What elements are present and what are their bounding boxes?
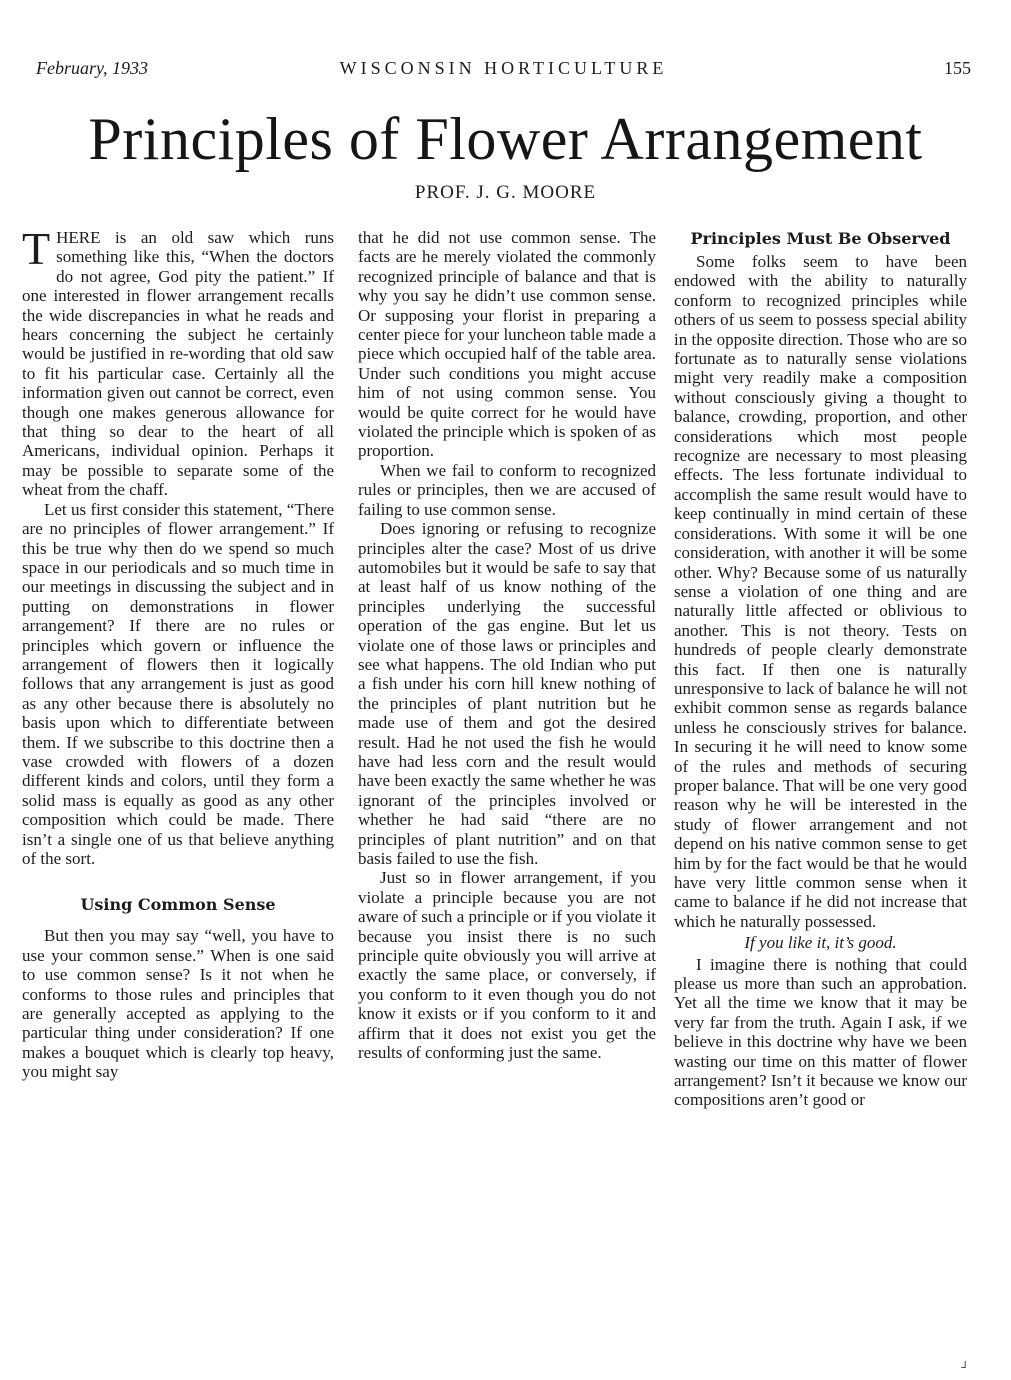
journal-title: WISCONSIN HORTICULTURE	[339, 58, 668, 78]
running-head	[36, 58, 971, 82]
body-paragraph: Does ignoring or refusing to recognize principles alter the case? Most of us drive automobiles but it would be safe to say that at least half of us know nothing of the principles underlying the successful operation of the gas engine. But let us violate one of those laws or principles and see what happens. The old Indian who put a fish under his corn hill knew nothing of the principles of plant nutrition but he made use of them and got the desired result. Had he not used the fish he would have had less corn and the result would have been exactly the same whether he was ignorant of the principles involved or whether he had said “there are no principles of plant nutrition” and on that basis failed to use the fish.	[358, 519, 656, 868]
body-paragraph: When we fail to conform to recognized rules or principles, then we are accused of failing to use common sense.	[358, 460, 656, 519]
issue-date: February, 1933	[36, 58, 148, 78]
article-author: PROF. J. G. MOORE	[414, 182, 597, 203]
article-title: Principles of Flower Arrangement	[88, 106, 923, 172]
opening-paragraph	[22, 228, 334, 500]
body-paragraph: Some folks seem to have been endowed with the ability to naturally conform to recognized principles while others of us seem to possess special ability in the opposite direction. Those who are so fortunate as to naturally sense violations might very readily make a composition without consciously giving a thought to balance, crowding, proportion, and other considerations which most people recognize are necessary to most pleasing effects. The less fortunate individual to accomplish the same result would have to keep continually in mind certain of these considerations. With some it will be one consideration, with another it will be some other. Why? Because some of us naturally sense a violation of one thing and are naturally little affected or oblivious to another. This is not theory. Tests on hundreds of people clearly demonstrate this fact. If then one is naturally unresponsive to lack of balance he will not exhibit common sense as regards balance unless he consciously strives for balance. In securing it he will need to know some of the rules and methods of securing proper balance. That will be one very good reason why he will be interested in the study of flower arrangement and not depend on his native common sense to get him by for the fact would be that he would have very little common sense when it came to balance if he did not increase that which he naturally possessed.	[674, 252, 967, 931]
quoted-saying: If you like it, it’s good.	[744, 933, 897, 953]
opening-paragraph-text: HERE is an old saw which runs something like this, “When the doctors do not agree, God pity the patient.” If one interested in flower arrangement recalls the wide discrepancies in what he reads and hears concerning the subject he certainly would be justified in re-wording that old saw to fit his particular case. Certainly all the information given out cannot be correct, even though one makes generous allowance for that thing so dear to the heart of all Americans, individual opinion. Perhaps it may be possible to separate some of the wheat from the chaff.	[22, 228, 334, 500]
column-2	[358, 228, 656, 1368]
continuation-mark: ┘	[961, 1362, 969, 1374]
column-3	[674, 228, 967, 1368]
body-paragraph: Just so in flower arrangement, if you violate a principle because you are not aware of such a principle or if you violate it because you insist there is no such principle quite obviously you will arrive at exactly the same place, or conversely, if you conform to it even though you do not know it exists or if you conform to it and affirm that it does not exist you get the results of conforming just the same.	[358, 868, 656, 1063]
column-1	[22, 228, 334, 1368]
body-paragraph: But then you may say “well, you have to use your common sense.” When is one said to use common sense? Is it not when he conforms to those rules and principles that are generally accepted as applying to the particular thing under consideration? If one makes a bouquet which is clearly top heavy, you might say	[22, 926, 334, 1082]
page-number: 155	[944, 58, 971, 78]
drop-cap: T	[22, 228, 51, 274]
body-paragraph: Let us first consider this statement, “There are no principles of flower arrangement.” If this be true why then do we spend so much space in our periodicals and so much time in our meetings in discussing the subject and in putting on demonstrations in flower arrangement? If there are no rules or principles which govern or influence the arrangement of flowers then it logically follows that any arrangement is just as good as any other because there is absolutely no basis upon which to differentiate between them. If we subscribe to this doctrine then a vase crowded with flowers of a dozen different kinds and colors, until they form a solid mass is equally as good as any other composition which could be made. There isn’t a single one of us that believe anything of the sort.	[22, 499, 334, 868]
section-heading-common-sense: Using Common Sense	[80, 895, 276, 915]
body-paragraph: I imagine there is nothing that could please us more than such an approbation. Yet all the time we know that it may be very far from the truth. Again I ask, if we believe in this doctrine why have we been wasting our time on this matter of flower arrangement? Isn’t it because we know our compositions aren’t good or	[674, 954, 967, 1110]
body-paragraph: that he did not use common sense. The facts are he merely violated the commonly recognized principle of balance and that is why you say he didn’t use common sense. Or supposing your florist in preparing a center piece for your luncheon table made a piece which occupied half of the table area. Under such conditions you might accuse him of not using common sense. You would be quite correct for he would have violated the principle which is spoken of as proportion.	[358, 228, 656, 461]
section-heading-principles: Principles Must Be Observed	[690, 229, 951, 248]
